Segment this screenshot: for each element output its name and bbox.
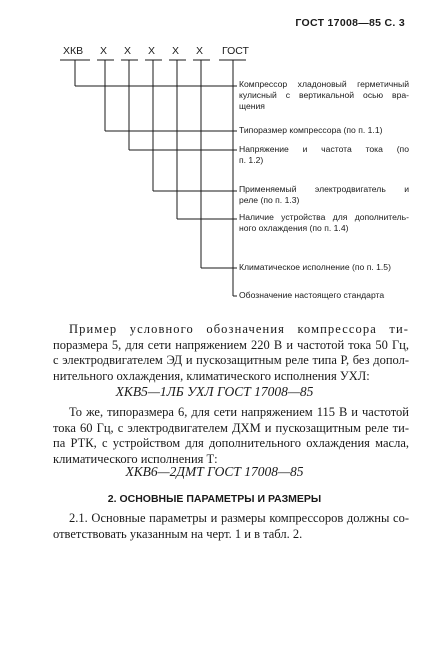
- desc-motor-relay: Применяемый электродвигатель и реле (по п. 1.3): [239, 184, 409, 205]
- code-placeholder: Х: [172, 45, 180, 57]
- section-title: 2. ОСНОВНЫЕ ПАРАМЕТРЫ И РАЗМЕРЫ: [107, 493, 322, 505]
- code-placeholder: Х: [196, 45, 204, 57]
- example1-paragraph: Пример условного обозначения компрессора ти- поразмера 5, для сети напряжением 220 В и частотой тока 50 Гц, с электродвигателем ЭД и пускозащитным реле типа Р, без допол- нительного охлаждения, климатического исполнения УХЛ:: [53, 322, 409, 383]
- page-header: ГОСТ 17008—85 С. 3: [295, 17, 405, 29]
- code-placeholder: Х: [100, 45, 108, 57]
- desc-size: Типоразмер компрессора (по п. 1.1): [239, 125, 383, 135]
- example2-paragraph: То же, типоразмера 6, для сети напряжением 115 В и частотой тока 60 Гц, с электродвигателем ДХМ и пускозащитным реле ти- па РТК, с устройством для дополнительного охлаждения масла, климатического исполнения Т:: [53, 405, 409, 466]
- code-placeholder: Х: [124, 45, 132, 57]
- example1-formula: ХКВ5—1ЛБ УХЛ ГОСТ 17008—85: [115, 384, 314, 399]
- section2-paragraph: 2.1. Основные параметры и размеры компрессоров должны со- ответствовать указанным на черт. 1 и в табл. 2.: [53, 511, 409, 541]
- desc-cooling: Наличие устройства для дополнитель- ного охлаждения (по п. 1.4): [239, 212, 409, 233]
- code-standard: ГОСТ: [222, 45, 249, 57]
- desc-standard: Обозначение настоящего стандарта: [239, 290, 385, 300]
- code-series: ХКВ: [63, 45, 84, 57]
- desc-climatic: Климатическое исполнение (по п. 1.5): [239, 262, 391, 272]
- code-placeholder: Х: [148, 45, 156, 57]
- desc-voltage-frequency: Напряжение и частота тока (по п. 1.2): [239, 144, 409, 165]
- desc-compressor-type: Компрессор хладоновый герметичный кулисный с вертикальной осью вра- щения: [239, 79, 409, 111]
- example2-formula: ХКВ6—2ДМТ ГОСТ 17008—85: [125, 464, 304, 479]
